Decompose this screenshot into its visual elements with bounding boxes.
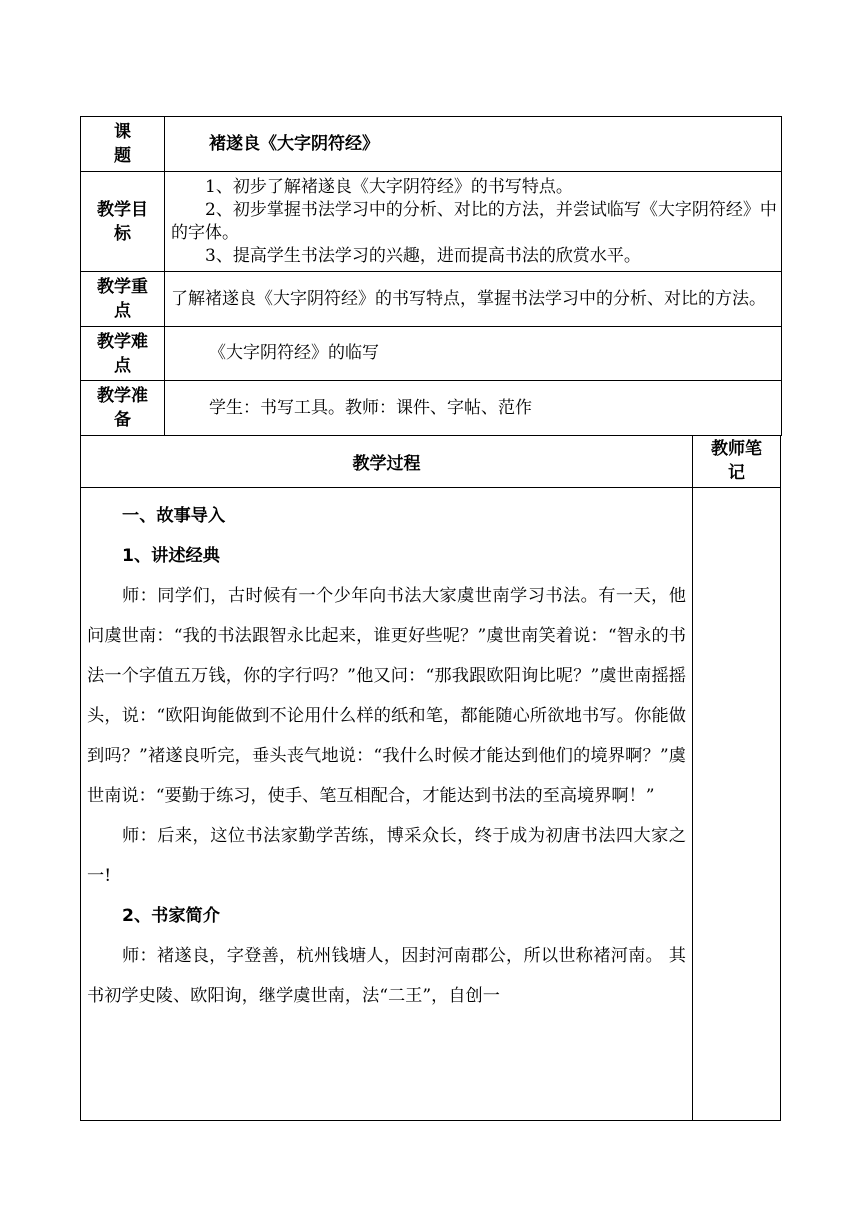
goal-item: 1、初步了解褚遂良《大字阴符经》的书写特点。 [205, 176, 573, 197]
preparation-label [81, 381, 165, 436]
difficulty-label-text: 教学难 点 [97, 331, 148, 376]
process-content [81, 488, 692, 1016]
teaching-process-body [80, 487, 693, 1121]
goals-label-text: 教学目 标 [97, 199, 148, 244]
lesson-info-table [80, 116, 782, 436]
goals-value [165, 172, 782, 272]
goal-item: 2、初步掌握书法学习中的分析、对比的方法，并尝试临写《大字阴符经》中的字体。 [171, 199, 777, 243]
difficulty-value: 《大字阴符经》的临写 [165, 327, 782, 381]
key-points-value [165, 272, 782, 327]
key-points-row [81, 272, 782, 327]
key-points-text: 了解褚遂良《大字阴符经》的书写特点，掌握书法学习中的分析、对比的方法。 [171, 288, 766, 309]
preparation-row [81, 381, 782, 436]
goals-row [81, 172, 782, 272]
goal-item: 3、提高学生书法学习的兴趣，进而提高书法的欣赏水平。 [205, 245, 641, 266]
key-points-label-text: 教学重 点 [97, 277, 148, 321]
teacher-notes-body [692, 487, 781, 1121]
topic-value: 褚遂良《大字阴符经》 [165, 117, 782, 172]
difficulty-label [81, 327, 165, 381]
preparation-label-text: 教学准 备 [97, 386, 148, 430]
section-heading: 一、故事导入 [122, 506, 226, 526]
teaching-process-header: 教学过程 [80, 435, 693, 488]
story-paragraph: 师：同学们，古时候有一个少年向书法大家虞世南学习书法。有一天，他问虞世南：“我的书法跟智永比起来，谁更好些呢？”虞世南笑着说：“智永的书法一个字值五万钱，你的字行吗？”他又问：“那我跟欧阳询比呢？”虞世南摇摇头，说：“欧阳询能做到不论用什么样的纸和笔，都能随心所欲地书写。你能做到吗？”褚遂良听完，垂头丧气地说：“我什么时候才能达到他们的境界啊？”虞世南说：“要勤于练习，使手、笔互相配合，才能达到书法的至高境界啊！” [87, 586, 686, 806]
story-conclusion-paragraph: 师：后来，这位书法家勤学苦练，博采众长，终于成为初唐书法四大家之一! [87, 826, 686, 886]
topic-label-text: 课 题 [114, 122, 131, 166]
teacher-notes-header [692, 435, 781, 488]
topic-row [81, 117, 782, 172]
calligrapher-intro-paragraph: 师：褚遂良，字登善，杭州钱塘人，因封河南郡公，所以世称褚河南。 其书初学史陵、欧阳询，继学虞世南，法“二王”，自创一 [87, 946, 686, 1006]
subsection-heading: 1、讲述经典 [122, 546, 220, 566]
teacher-notes-header-text: 教师笔 记 [711, 439, 762, 483]
topic-label [81, 117, 165, 172]
subsection-heading: 2、书家简介 [122, 906, 220, 926]
preparation-value: 学生：书写工具。教师：课件、字帖、范作 [165, 381, 782, 436]
difficulty-row [81, 327, 782, 381]
key-points-label [81, 272, 165, 327]
goals-label [81, 172, 165, 272]
